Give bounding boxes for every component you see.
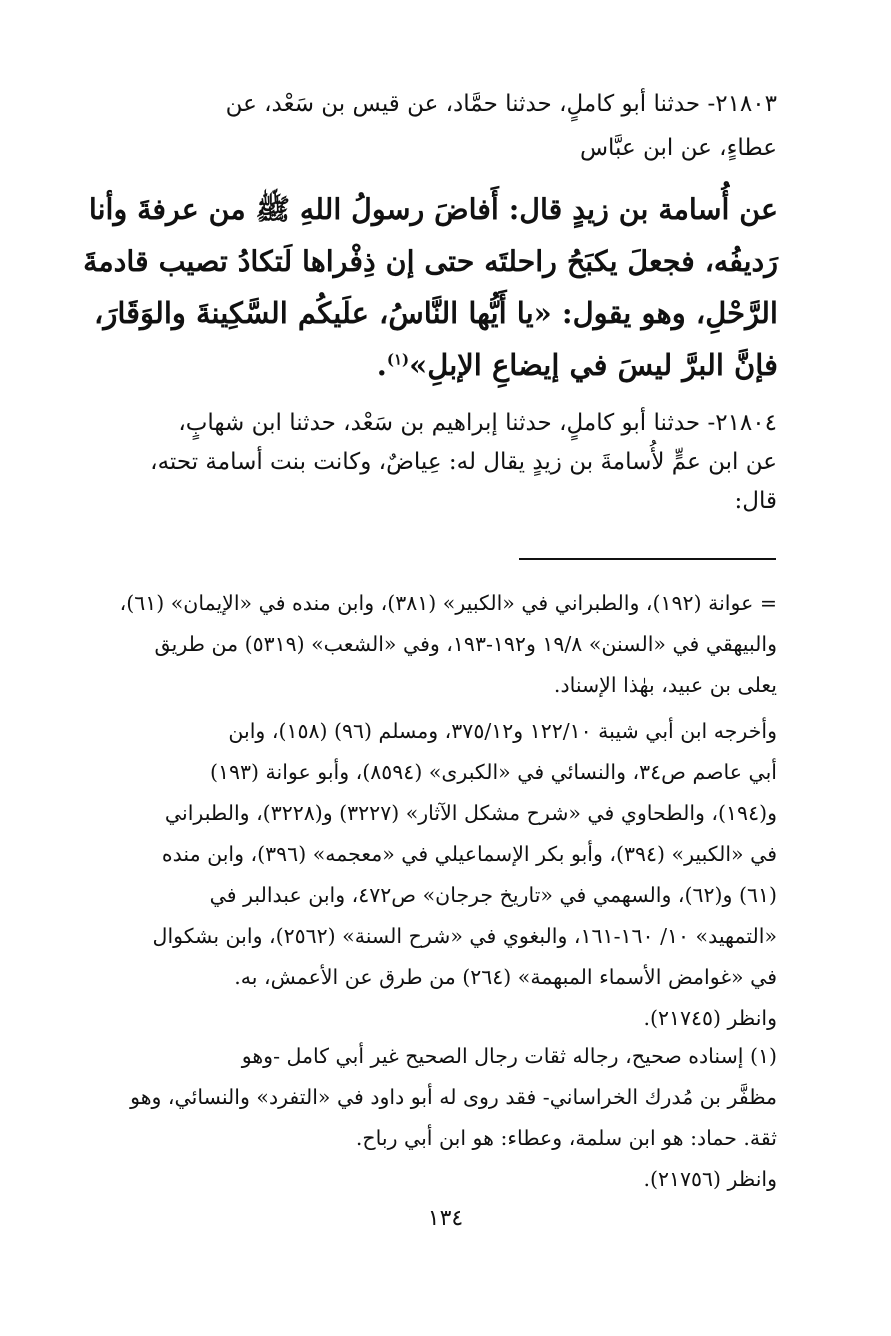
footnote-line: «التمهيد» ١٠/ ١٦٠-١٦١، والبغوي في «شرح السنة» (٢٥٦٢)، وابن بشكوال bbox=[152, 924, 777, 948]
hadith-21803-matn bbox=[78, 183, 778, 391]
footnote-line: وأخرجه ابن أبي شيبة ١٢٢/١٠ و٣٧٥/١٢، ومسلم (٩٦) (١٥٨)، وابن bbox=[228, 719, 777, 743]
footnote-takhrij bbox=[80, 711, 777, 1039]
footnote-line: مظفَّر بن مُدرك الخراساني- فقد روى له أبو داود في «التفرد» والنسائي، وهو bbox=[130, 1085, 777, 1109]
footnote-continuation bbox=[80, 583, 777, 706]
footnote-marker: (١) bbox=[386, 350, 410, 369]
hadith-21803-isnad bbox=[80, 82, 777, 170]
hadith-21804-isnad bbox=[80, 404, 777, 521]
end-mark: . bbox=[376, 348, 387, 382]
footnote-line: في «الكبير» (٣٩٤)، وأبو بكر الإسماعيلي في «معجمه» (٣٩٦)، وابن منده bbox=[161, 842, 777, 866]
footnote-line: والبيهقي في «السنن» ١٩/٨ و١٩٢-١٩٣، وفي «الشعب» (٥٣١٩) من طريق bbox=[154, 632, 777, 656]
footnote-line: في «غوامض الأسماء المبهمة» (٢٦٤) من طرق عن الأعمش، به. bbox=[234, 965, 777, 989]
page-number: ١٣٤ bbox=[427, 1206, 464, 1231]
matn-line: الرَّحْلِ، وهو يقول: «يا أَيُّها النَّاسُ، علَيكُم السَّكِينةَ والوَقَارَ، bbox=[93, 296, 778, 330]
footnote-line: (١) إسناده صحيح، رجاله ثقات رجال الصحيح غير أبي كامل -وهو bbox=[241, 1044, 777, 1068]
footnote-separator bbox=[519, 558, 776, 560]
footnote-1 bbox=[80, 1036, 777, 1200]
isnad-line: ٢١٨٠٤- حدثنا أبو كاملٍ، حدثنا إبراهيم بن سَعْد، حدثنا ابن شهابٍ، bbox=[178, 410, 777, 436]
matn-line bbox=[78, 339, 778, 391]
matn-line: رَديفُه، فجعلَ يكبَحُ راحلتَه حتى إن ذِفْراها لَتكادُ تصيب قادمةَ bbox=[83, 244, 778, 278]
footnote-line: ثقة. حماد: هو ابن سلمة، وعطاء: هو ابن أبي رباح. bbox=[355, 1126, 777, 1150]
footnote-line: (٦١) و(٦٢)، والسهمي في «تاريخ جرجان» ص٤٧٢، وابن عبدالبر في bbox=[209, 883, 777, 907]
footnote-line: و(١٩٤)، والطحاوي في «شرح مشكل الآثار» (٣٢٢٧) و(٣٢٢٨)، والطبراني bbox=[164, 801, 777, 825]
footnote-line: = عوانة (١٩٢)، والطبراني في «الكبير» (٣٨١)، وابن منده في «الإيمان» (٦١)، bbox=[119, 591, 777, 615]
footnote-line: وانظر (٢١٧٤٥). bbox=[643, 1006, 777, 1030]
isnad-line: ٢١٨٠٣- حدثنا أبو كاملٍ، حدثنا حمَّاد، عن قيس بن سَعْد، عن bbox=[225, 91, 777, 117]
footnote-line: وانظر (٢١٧٥٦). bbox=[643, 1167, 777, 1191]
footnote-line: أبي عاصم ص٣٤، والنسائي في «الكبرى» (٨٥٩٤)، وأبو عوانة (١٩٣) bbox=[209, 760, 777, 784]
isnad-line: عن ابن عمٍّ لأُسامةَ بن زيدٍ يقال له: عِياضٌ، وكانت بنت أسامة تحته، bbox=[150, 449, 777, 475]
isnad-line: عطاءٍ، عن ابن عبَّاس bbox=[579, 135, 777, 161]
matn-line: عن أُسامة بن زيدٍ قال: أَفاضَ رسولُ اللهِ ﷺ من عرفةَ وأنا bbox=[88, 192, 778, 226]
isnad-line: قال: bbox=[734, 488, 777, 514]
footnote-line: يعلى بن عبيد، بهٰذا الإسناد. bbox=[553, 673, 777, 697]
matn-last-text: فإنَّ البرَّ ليسَ في إيضاعِ الإبلِ» bbox=[409, 348, 778, 382]
